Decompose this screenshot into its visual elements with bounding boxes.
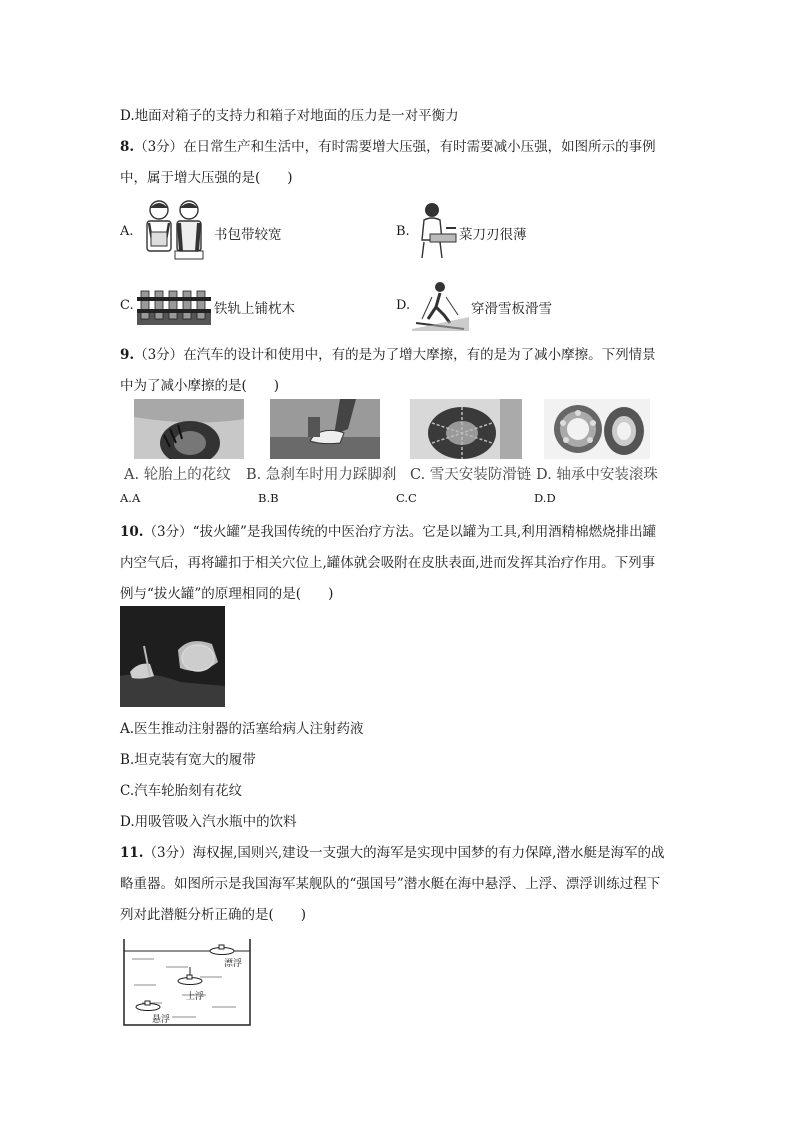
brake-pedal-photo	[270, 399, 380, 459]
ball-bearing-photo	[544, 399, 650, 459]
q10-option-d: D.用吸管吸入汽水瓶中的饮料	[120, 814, 297, 830]
q8-option-d-label: D.	[396, 298, 411, 313]
q10-option-c: C.汽车轮胎刻有花纹	[120, 783, 243, 799]
q10-stem-line3: 例与“拔火罐”的原理相同的是( )	[120, 586, 334, 602]
q8-stem-text: 在日常生产和生活中，有时需要增大压强，有时需要减小压强，如图所示的事例	[183, 139, 656, 155]
q8-stem-line2: 中，属于增大压强的是( )	[120, 170, 293, 186]
q8-option-c-caption: 铁轨上铺枕木	[214, 301, 295, 317]
q8-option-a-label: A.	[120, 224, 134, 239]
q11-stem-line1	[120, 841, 664, 861]
snow-chain-photo	[410, 399, 522, 459]
q8-option-a-caption: 书包带较宽	[214, 227, 282, 243]
q10-stem-text: “拔火罐”是我国传统的中医治疗方法。它是以罐为工具,利用酒精棉燃烧排出罐	[192, 524, 657, 540]
cupping-therapy-photo	[120, 606, 225, 707]
q11-number: 11.	[120, 845, 144, 861]
q9-option-a: A.A	[120, 491, 141, 505]
q9-option-b: B.B	[258, 491, 279, 505]
q10-option-b: B.坦克装有宽大的履带	[120, 752, 256, 768]
q11-stem-line3: 列对此潜艇分析正确的是( )	[120, 907, 307, 923]
q9-photo-d-caption: D. 轴承中安装滚珠	[536, 467, 658, 483]
q9-stem-line2: 中为了减小摩擦的是( )	[120, 378, 280, 394]
q9-photo-a-caption: A. 轮胎上的花纹	[124, 467, 231, 483]
q10-option-a: A.医生推动注射器的活塞给病人注射药液	[120, 721, 364, 737]
students-with-backpacks-picture	[137, 196, 212, 261]
submarine-label-float: 漂浮	[224, 959, 243, 969]
q9-stem-line1	[120, 343, 656, 363]
q9-option-d: D.D	[534, 491, 556, 505]
q8-stem-line1	[120, 135, 656, 155]
q10-number: 10.	[120, 524, 144, 540]
q8-option-c-label: C.	[120, 298, 134, 313]
q9-photo-b-caption: B. 急刹车时用力踩脚刹	[246, 467, 397, 483]
q11-stem-line2: 略重器。如图所示是我国海军某舰队的“强国号”潜水艇在海中悬浮、上浮、漂浮训练过程下	[120, 876, 661, 892]
q9-option-c: C.C	[396, 491, 417, 505]
railway-sleepers-picture	[137, 287, 211, 325]
q7-option-d: D.地面对箱子的支持力和箱子对地面的压力是一对平衡力	[120, 108, 459, 124]
q9-number: 9.	[120, 347, 135, 363]
q10-stem-line1	[120, 520, 656, 540]
q10-stem-line2: 内空气后，再将罐扣于相关穴位上,罐体就会吸附在皮肤表面,进而发挥其治疗作用。下列事	[120, 555, 656, 571]
q8-option-b-caption: 菜刀刃很薄	[459, 227, 527, 243]
q8-option-d-caption: 穿滑雪板滑雪	[471, 301, 552, 317]
submarine-label-rise: 上浮	[186, 992, 205, 1002]
woman-cutting-vegetables-picture	[412, 198, 457, 260]
tire-tread-photo	[134, 399, 244, 459]
skier-picture	[412, 279, 469, 331]
q10-score: （3分）	[143, 524, 193, 540]
submarine-diagram	[122, 937, 252, 1027]
q9-score: （3分）	[134, 347, 184, 363]
q11-stem-text: 海权握,国则兴,建设一支强大的海军是实现中国梦的有力保障,潜水艇是海军的战	[192, 845, 665, 861]
q8-option-b-label: B.	[396, 224, 410, 239]
q9-photo-c-caption: C. 雪天安装防滑链	[410, 467, 532, 483]
q8-score: （3分）	[134, 139, 184, 155]
q11-score: （3分）	[143, 845, 193, 861]
q9-stem-text: 在汽车的设计和使用中，有的是为了增大摩擦，有的是为了减小摩擦。下列情景	[183, 347, 656, 363]
q8-number: 8.	[120, 139, 135, 155]
submarine-label-suspend: 悬浮	[152, 1015, 171, 1025]
